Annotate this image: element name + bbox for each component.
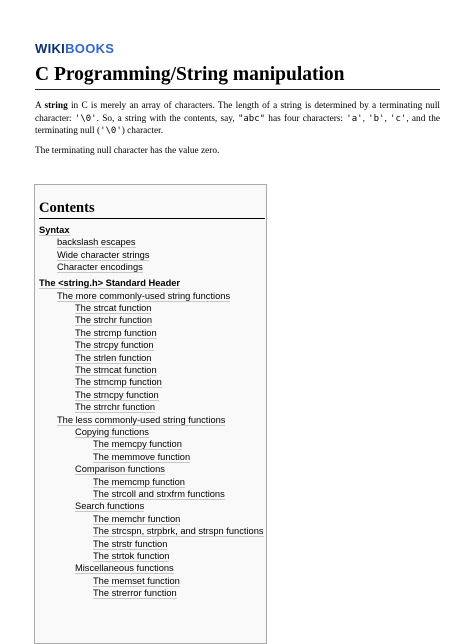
- toc-entry[interactable]: [93, 587, 177, 599]
- toc-entry-link[interactable]: The strcmp function: [75, 327, 157, 338]
- toc-entry-link[interactable]: Character encodings: [57, 262, 143, 273]
- toc-entry[interactable]: [57, 261, 143, 273]
- toc-entry[interactable]: [93, 575, 180, 587]
- intro-text: ) character.: [121, 126, 164, 137]
- toc-entry-link[interactable]: The strncpy function: [75, 389, 159, 400]
- toc-entry[interactable]: [75, 463, 165, 475]
- toc-entry-link[interactable]: The memchr function: [93, 513, 181, 524]
- toc-entry[interactable]: [75, 302, 151, 314]
- intro-text: A: [35, 101, 45, 111]
- toc-entry-link[interactable]: The memcpy function: [93, 439, 182, 450]
- toc-entry[interactable]: [75, 389, 159, 401]
- table-of-contents: [34, 184, 267, 644]
- toc-entry[interactable]: [75, 352, 151, 364]
- toc-entry-link[interactable]: The memmove function: [93, 451, 191, 462]
- toc-entry-link[interactable]: The strcat function: [75, 302, 152, 313]
- toc-entry[interactable]: [93, 451, 190, 463]
- toc-entry-link[interactable]: Wide character strings: [57, 249, 150, 260]
- toc-entry[interactable]: [93, 438, 182, 450]
- toc-entry[interactable]: [93, 525, 264, 537]
- toc-entry-link[interactable]: The strncmp function: [75, 377, 162, 388]
- toc-entry[interactable]: [75, 401, 155, 413]
- toc-entry-link[interactable]: Copying functions: [75, 426, 149, 437]
- toc-entry[interactable]: [75, 500, 144, 512]
- null-value-paragraph: The terminating null character has the value zero.: [35, 146, 220, 156]
- intro-text: ,: [384, 113, 391, 124]
- toc-entry-link[interactable]: The strchr function: [75, 315, 152, 326]
- intro-text: , and the terminating null (: [35, 113, 440, 137]
- toc-entry-link[interactable]: The more commonly-used string functions: [57, 290, 231, 301]
- title-divider: [35, 89, 440, 90]
- page-title: C Programming/String manipulation: [35, 64, 345, 85]
- intro-paragraph: [35, 100, 440, 138]
- toc-entry[interactable]: [93, 488, 225, 500]
- intro-code: 'c': [390, 113, 407, 124]
- intro-text: . So, a string with the contents, say,: [96, 113, 238, 124]
- logo-part-wiki: WIKI: [35, 41, 66, 56]
- toc-entry-link[interactable]: The strcpy function: [75, 340, 154, 351]
- intro-text: ,: [362, 113, 369, 124]
- toc-entry[interactable]: [39, 277, 180, 289]
- intro-code: 'b': [368, 113, 385, 124]
- intro-code: '\0': [74, 113, 97, 124]
- toc-entry[interactable]: [75, 327, 157, 339]
- toc-entry[interactable]: [57, 249, 149, 261]
- toc-entry-link[interactable]: The <string.h> Standard Header: [39, 278, 181, 289]
- toc-divider: [39, 218, 265, 219]
- toc-entry[interactable]: [75, 376, 162, 388]
- intro-text: in C is merely an array of characters. The length of a string is determined by a terminating null character:: [35, 101, 440, 124]
- toc-entry[interactable]: [57, 290, 230, 302]
- toc-entry[interactable]: [75, 364, 157, 376]
- intro-code: 'a': [346, 113, 363, 124]
- toc-entry-link[interactable]: The strcoll and strxfrm functions: [93, 488, 225, 499]
- toc-entry-link[interactable]: The strerror function: [93, 588, 177, 599]
- toc-entry-link[interactable]: Search functions: [75, 501, 145, 512]
- intro-term-string: string: [44, 101, 68, 111]
- toc-entry[interactable]: [93, 538, 167, 550]
- intro-text: has four characters:: [265, 113, 347, 124]
- toc-entry-link[interactable]: The strncat function: [75, 364, 157, 375]
- toc-entry-link[interactable]: Comparison functions: [75, 464, 165, 475]
- toc-entry[interactable]: [93, 476, 185, 488]
- toc-entry[interactable]: [93, 550, 169, 562]
- toc-entry-link[interactable]: The strstr function: [93, 538, 168, 549]
- toc-entry-link[interactable]: The less commonly-used string functions: [57, 414, 226, 425]
- toc-entry[interactable]: [39, 224, 70, 236]
- toc-entry[interactable]: [57, 414, 225, 426]
- toc-entry-link[interactable]: The strcspn, strpbrk, and strspn functions: [93, 526, 264, 537]
- toc-entry[interactable]: [75, 562, 174, 574]
- toc-entry[interactable]: [57, 236, 136, 248]
- toc-entry-link[interactable]: Syntax: [39, 225, 70, 235]
- toc-entry-link[interactable]: Miscellaneous functions: [75, 563, 174, 574]
- toc-title: Contents: [39, 200, 95, 216]
- toc-entry[interactable]: [75, 426, 149, 438]
- toc-entry[interactable]: [75, 314, 152, 326]
- toc-entry-link[interactable]: The strtok function: [93, 550, 170, 561]
- intro-code: '\0': [100, 126, 122, 137]
- logo-part-books: BOOKS: [65, 41, 115, 56]
- toc-entry[interactable]: [75, 339, 154, 351]
- wikibooks-logo[interactable]: [35, 41, 114, 56]
- toc-entry-link[interactable]: backslash escapes: [57, 237, 136, 248]
- toc-entry-link[interactable]: The memcmp function: [93, 476, 185, 487]
- toc-entry-link[interactable]: The strrchr function: [75, 402, 156, 413]
- toc-entry-link[interactable]: The strlen function: [75, 352, 152, 363]
- toc-entry[interactable]: [93, 513, 180, 525]
- intro-code: "abc": [237, 113, 266, 124]
- toc-entry-link[interactable]: The memset function: [93, 575, 180, 586]
